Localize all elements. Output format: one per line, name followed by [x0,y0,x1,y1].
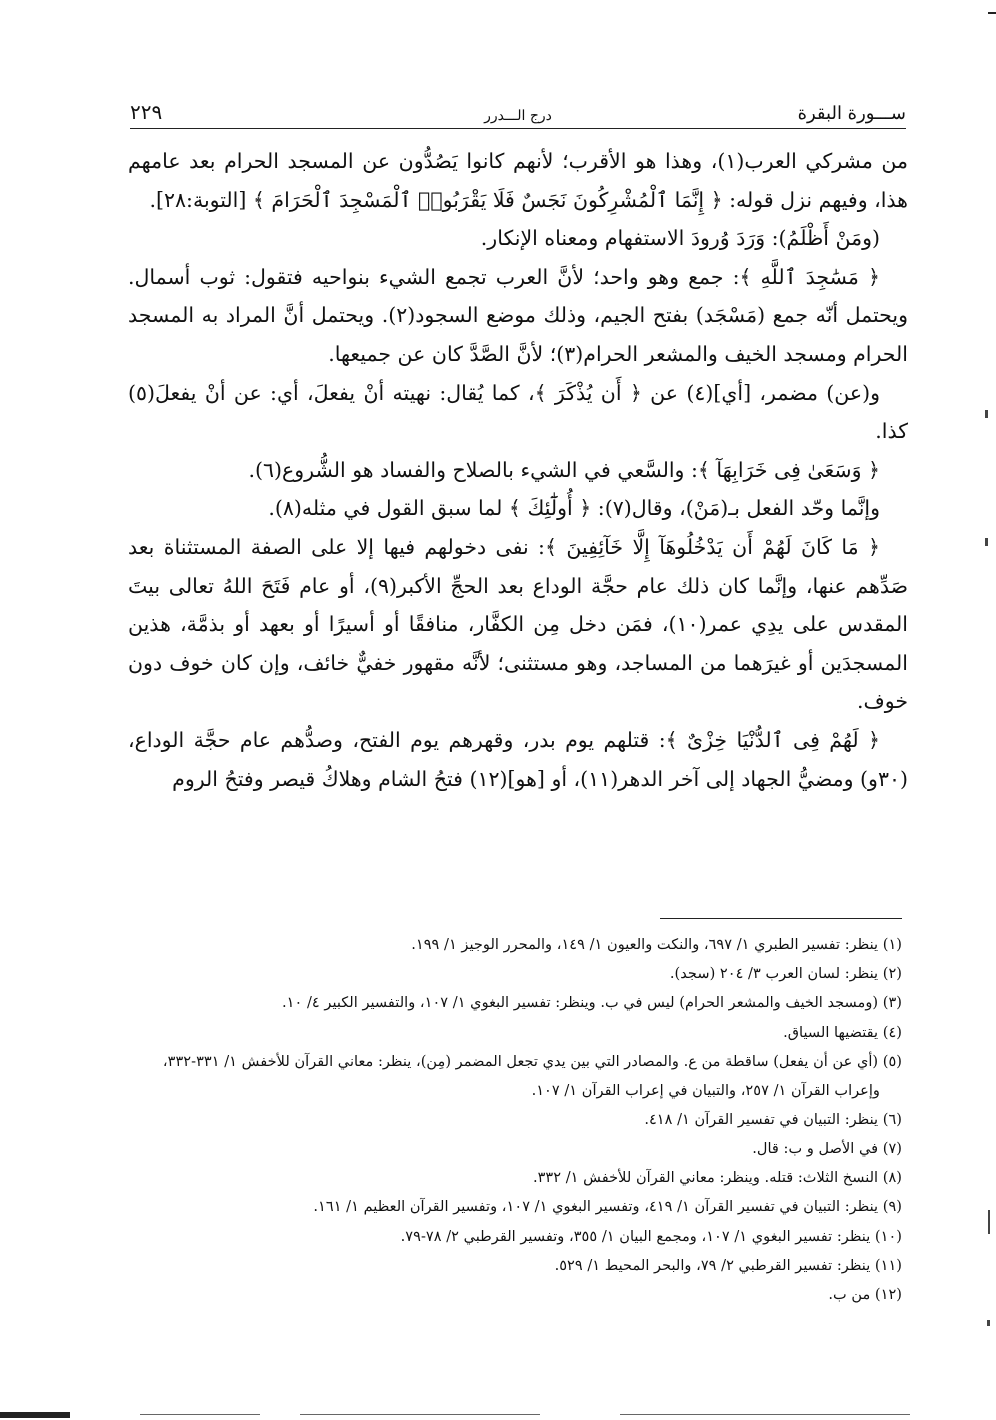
main-text [128,142,908,798]
margin-speck [985,410,988,418]
margin-speck [988,1210,990,1234]
surah-title: ســـورة البقرة [797,103,906,124]
footnote: (١٢) من ب. [828,1286,902,1304]
footnote: (٦) ينظر: التبيان في تفسير القرآن ١/ ٤١٨. [644,1110,902,1128]
book-title: درج الـــدرر [484,108,552,124]
scan-edge-line-bottom-3 [620,1414,910,1415]
paragraph: ﴿ لَهُمْ فِى ٱلدُّنْيَا خِزْىٌ ﴾: قتلهم يوم بدر، وقهرهم يوم الفتح، وصدُّهم عام حجَّة الوداع، (٣٠و) ومضيُّ الجهاد إلى آخر الدهر(١١)، أو [هو](١٢) فتحُ الشام وهلاكُ قيصر وفتحُ الروم [128,727,908,791]
footnote: (١٠) ينظر: تفسير البغوي ١/ ١٠٧، ومجمع البيان ١/ ٣٥٥، وتفسير القرطبي ٢/ ٧٨-٧٩. [400,1227,902,1245]
footnote: (٤) يقتضيها السياق. [783,1023,902,1041]
footnote: (٩) ينظر: التبيان في تفسير القرآن ١/ ٤١٩، وتفسير البغوي ١/ ١٠٧، وتفسير القرآن العظيم ١/ ١٦١. [313,1198,902,1216]
paragraph: ﴿ مَسَٰجِدَ ٱللَّهِ ﴾: جمع وهو واحد؛ لأنَّ العرب تجمع الشيء بنواحيه فتقول: ثوب أسمال. ويحتمل أنّه جمع (مَسْجَد) بفتح الجيم، وذلك موضع السجود(٢). ويحتمل أنَّ المراد به المسجد الحرام ومسجد الخيف والمشعر الحرام(٣)؛ لأنَّ الصَّدَّ كان عن جميعها. [128,264,908,366]
paragraph: (ومَنْ أَظْلَمُ): وَرَدَ وُرودَ الاستفهام ومعناه الإنكار. [480,226,880,251]
paragraph: ﴿ وَسَعَىٰ فِى خَرَابِهَآ ﴾: والسَّعي في الشيء بالصلاح والفساد هو الشُّروع(٦). [248,457,880,482]
footnote: (١) ينظر: تفسير الطبري ١/ ٦٩٧، والنكت والعيون ١/ ١٤٩، والمحرر الوجيز ١/ ١٩٩. [411,936,902,953]
footnote-separator [660,918,902,919]
page-header [130,96,906,129]
footnote: (٧) في الأصل و ب: قال. [752,1140,902,1158]
scan-edge-mark-top [988,12,996,14]
paragraph: و(عن) مضمر، [أي](٤) عن ﴿ أَن يُذْكَرَ ﴾، كما يُقال: نهيته أنْ يفعلَ، أي: عن أنْ يفعلَ(٥) كذا. [128,380,908,444]
scan-edge-line-bottom-2 [300,1414,540,1415]
paragraph: من مشركي العرب(١)، وهذا هو الأقرب؛ لأنهم كانوا يَصُدُّون عن المسجد الحرام بعد عامهم هذا، وفيهم نزل قوله: ﴿ إِنَّمَا ٱلْمُشْرِكُونَ نَجَسٌ فَلَا يَقْرَبُوا۟ ٱلْمَسْجِدَ ٱلْحَرَامَ ﴾ [التوبة:٢٨]. [128,149,909,212]
footnote: (٨) النسخ الثلاث: قتله. وينظر: معاني القرآن للأخفش ١/ ٣٣٢. [532,1169,902,1187]
footnote: (٢) ينظر: لسان العرب ٣/ ٢٠٤ (سجد). [669,965,902,983]
paragraph: وإنَّما وحّد الفعل بـ(مَنْ)، وقال(٧): ﴿ أُولَٰٓئِكَ ﴾ لما سبق القول في مثله(٨). [268,496,880,521]
margin-speck [985,538,988,546]
footnote: (١١) ينظر: تفسير القرطبي ٢/ ٧٩، والبحر المحيط ١/ ٥٢٩. [554,1256,902,1274]
footnotes [138,930,902,1309]
page-number: ٢٢٩ [130,100,163,124]
footnote: (٣) (ومسجد الخيف والمشعر الحرام) ليس في ب. وينظر: تفسير البغوي ١/ ١٠٧، والتفسير الكبير ٤/ ١٠. [282,994,902,1012]
footnote: (٥) (أي عن أن يفعل) ساقطة من ع. والمصادر التي بين يدي تجعل المضمر (مِن)، ينظر: معاني القرآن للأخفش ١/ ٣٣١-٣٣٢، وإعراب القرآن ١/ ٢٥٧، والتبيان في إعراب القرآن ١/ ١٠٧. [162,1052,902,1099]
scan-edge-mark-bottom-left [0,1412,70,1418]
margin-speck [987,1320,990,1326]
scan-edge-line-bottom [140,1414,260,1415]
paragraph: ﴿ مَا كَانَ لَهُمْ أَن يَدْخُلُوهَآ إِلَّا خَآئِفِينَ ﴾: نفى دخولهم فيها إلا على الصفة المستثناة بعد صَدِّهم عنها، وإنَّما كان ذلك عام حجَّة الوداع بعد الحجِّ الأكبر(٩)، أو عام فَتَحَ اللهُ تعالى بيتَ المقدس على يدِي عمر(١٠)، فمَن دخل مِن الكفَّار، منافقًا أو أسيرًا أو بعهد أو بذمَّة، هذين المسجدَين أو غيرَهما من المساجد، وهو مستثنى؛ لأنَّه مقهور خفيٌّ خائف، وإن كان خوف دون خوف. [128,534,909,714]
